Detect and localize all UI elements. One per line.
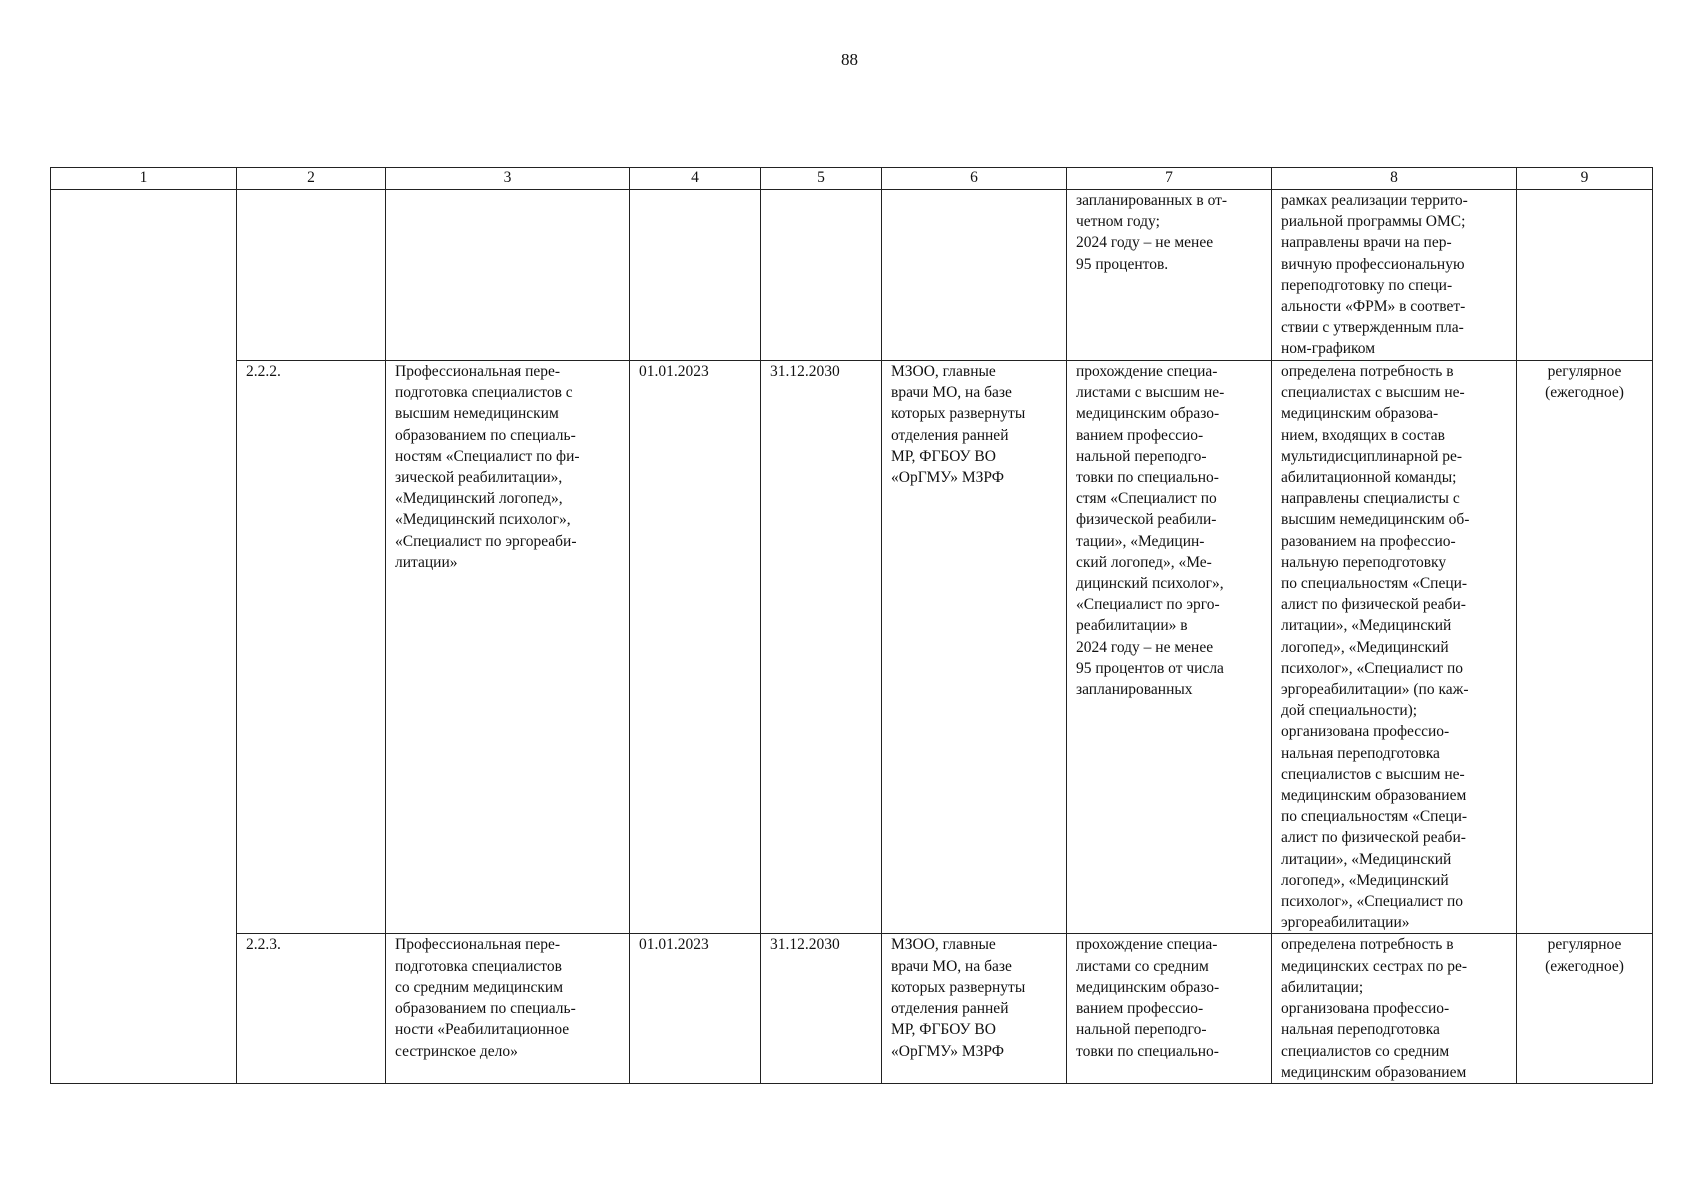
text-line: «Специалист по эргореаби- <box>395 532 577 550</box>
text-line: алист по физической реаби- <box>1281 596 1466 614</box>
text-line: нальной переподго- <box>1076 447 1207 465</box>
header-col-2: 2 <box>237 168 386 190</box>
text-line: МР, ФГБОУ ВО <box>891 447 996 465</box>
text-line: организована профессио- <box>1281 1000 1450 1018</box>
cell-section <box>51 190 237 1084</box>
text-line: направлены специалисты с <box>1281 490 1460 508</box>
header-col-9: 9 <box>1517 168 1653 190</box>
text-line: нальную переподготовку <box>1281 553 1447 571</box>
cell-indicator <box>1067 190 1272 361</box>
cell-number: 2.2.3. <box>237 934 386 1083</box>
text-line: вичную профессиональную <box>1281 255 1465 273</box>
text-line: психолог», «Специалист по <box>1281 893 1463 911</box>
header-col-5: 5 <box>761 168 882 190</box>
text-line: высшим немедицинским об- <box>1281 511 1470 529</box>
text-line: «ОрГМУ» МЗРФ <box>891 1042 1005 1060</box>
table-row <box>51 934 1653 1083</box>
cell-result <box>1272 190 1517 361</box>
text-line: организована профессио- <box>1281 723 1450 741</box>
text-line: дой специальности); <box>1281 702 1418 720</box>
text-line: отделения ранней <box>891 1000 1009 1018</box>
text-line: «Медицинский психолог», <box>395 511 571 529</box>
text-line: МЗОО, главные <box>891 936 996 954</box>
text-line: запланированных <box>1076 681 1193 699</box>
text-line: абилитации; <box>1281 978 1364 996</box>
text-line: ванием профессио- <box>1076 1000 1204 1018</box>
header-row <box>51 168 1653 190</box>
text-line: нальная переподготовка <box>1281 1021 1440 1039</box>
text-line: медицинских сестрах по ре- <box>1281 957 1468 975</box>
text-line: ном-графиком <box>1281 340 1376 358</box>
cell-responsible <box>882 190 1067 361</box>
text-line: определена потребность в <box>1281 363 1454 380</box>
text-line: прохождение специа- <box>1076 936 1218 954</box>
text-line: 2024 году – не менее <box>1076 234 1214 252</box>
text-line: риальной программы ОМС; <box>1281 213 1466 231</box>
text-line: товки по специально- <box>1076 1042 1219 1060</box>
text-line: стям «Специалист по <box>1076 490 1217 508</box>
text-line: листами со средним <box>1076 957 1209 975</box>
text-line: врачи МО, на базе <box>891 384 1012 402</box>
text-line: ванием профессио- <box>1076 426 1204 444</box>
header-col-1: 1 <box>51 168 237 190</box>
text-line: образованием по специаль- <box>395 426 576 444</box>
text-line: 2024 году – не менее <box>1076 638 1214 656</box>
cell-result <box>1272 934 1517 1083</box>
text-line: специалистов с высшим не- <box>1281 765 1465 783</box>
text-line: ствии с утвержденным пла- <box>1281 319 1464 337</box>
text-line: рамках реализации террито- <box>1281 192 1468 209</box>
text-line: «Медицинский логопед», <box>395 490 563 508</box>
cell-periodicity <box>1517 190 1653 361</box>
text-line: зической реабилитации», <box>395 469 563 487</box>
text-line: абилитационной команды; <box>1281 469 1457 487</box>
text-line: ности «Реабилитационное <box>395 1021 570 1039</box>
text-line: со средним медицинским <box>395 978 564 996</box>
text-line: которых развернуты <box>891 405 1026 423</box>
text-line: медицинским образо- <box>1076 978 1220 996</box>
cell-start-date: 01.01.2023 <box>630 361 761 934</box>
text-line: эргореабилитации» <box>1281 914 1410 932</box>
text-line: прохождение специа- <box>1076 363 1218 380</box>
text-line: запланированных в от- <box>1076 192 1228 209</box>
text-line: литации» <box>395 553 458 571</box>
text-line: тации», «Медицин- <box>1076 532 1205 550</box>
text-line: реабилитации» в <box>1076 617 1188 635</box>
text-line: товки по специально- <box>1076 469 1219 487</box>
text-line: образованием по специаль- <box>395 1000 576 1018</box>
cell-number <box>237 190 386 361</box>
text-line: алист по физической реаби- <box>1281 829 1466 847</box>
text-line: переподготовку по специ- <box>1281 276 1453 294</box>
text-line: медицинским образованием <box>1281 787 1467 805</box>
text-line: Профессиональная пере- <box>395 363 561 380</box>
text-line: ский логопед», «Ме- <box>1076 553 1212 571</box>
text-line: психолог», «Специалист по <box>1281 659 1463 677</box>
cell-end-date: 31.12.2030 <box>761 934 882 1083</box>
text-line: разованием на профессио- <box>1281 532 1456 550</box>
text-line: МР, ФГБОУ ВО <box>891 1021 996 1039</box>
text-line: МЗОО, главные <box>891 363 996 380</box>
text-line: подготовка специалистов <box>395 957 562 975</box>
header-col-4: 4 <box>630 168 761 190</box>
text-line: литации», «Медицинский <box>1281 617 1452 635</box>
header-col-6: 6 <box>882 168 1067 190</box>
text-line: подготовка специалистов с <box>395 384 573 402</box>
cell-end-date: 31.12.2030 <box>761 361 882 934</box>
text-line: специалистов со средним <box>1281 1042 1450 1060</box>
text-line: специалистах с высшим не- <box>1281 384 1465 402</box>
cell-measure-name <box>386 190 630 361</box>
table-row <box>51 361 1653 934</box>
text-line: сестринское дело» <box>395 1042 518 1060</box>
text-line: эргореабилитации» (по каж- <box>1281 681 1469 699</box>
measures-table <box>50 167 1653 1084</box>
text-line: определена потребность в <box>1281 936 1454 954</box>
text-line: 95 процентов от числа <box>1076 659 1224 677</box>
text-line: по специальностям «Специ- <box>1281 808 1468 826</box>
cell-indicator <box>1067 934 1272 1083</box>
text-line: медицинским образо- <box>1076 405 1220 423</box>
text-line: «ОрГМУ» МЗРФ <box>891 469 1005 487</box>
cell-indicator <box>1067 361 1272 934</box>
text-line: медицинским образованием <box>1281 1063 1467 1081</box>
cell-responsible <box>882 934 1067 1083</box>
text-line: врачи МО, на базе <box>891 957 1012 975</box>
text-line: альности «ФРМ» в соответ- <box>1281 298 1466 316</box>
text-line: отделения ранней <box>891 426 1009 444</box>
text-line: регулярное <box>1547 363 1622 380</box>
header-col-8: 8 <box>1272 168 1517 190</box>
text-line: направлены врачи на пер- <box>1281 234 1452 252</box>
header-col-7: 7 <box>1067 168 1272 190</box>
cell-periodicity <box>1517 361 1653 934</box>
text-line: ностям «Специалист по фи- <box>395 447 580 465</box>
table-row <box>51 190 1653 361</box>
cell-start-date <box>630 190 761 361</box>
text-line: по специальностям «Специ- <box>1281 575 1468 593</box>
header-col-3: 3 <box>386 168 630 190</box>
text-line: литации», «Медицинский <box>1281 850 1452 868</box>
text-line: регулярное <box>1547 936 1622 954</box>
cell-measure-name <box>386 361 630 934</box>
text-line: мультидисциплинарной ре- <box>1281 447 1463 465</box>
cell-responsible <box>882 361 1067 934</box>
cell-result <box>1272 361 1517 934</box>
text-line: дицинский психолог», <box>1076 575 1224 593</box>
text-line: нальная переподготовка <box>1281 744 1440 762</box>
cell-measure-name <box>386 934 630 1083</box>
text-line: физической реабили- <box>1076 511 1217 529</box>
cell-end-date <box>761 190 882 361</box>
text-line: четном году; <box>1076 213 1160 231</box>
cell-start-date: 01.01.2023 <box>630 934 761 1083</box>
text-line: нием, входящих в состав <box>1281 426 1445 444</box>
text-line: «Специалист по эрго- <box>1076 596 1220 614</box>
cell-periodicity <box>1517 934 1653 1083</box>
text-line: высшим немедицинским <box>395 405 559 423</box>
page-number: 88 <box>841 50 858 69</box>
text-line: листами с высшим не- <box>1076 384 1225 402</box>
text-line: логопед», «Медицинский <box>1281 638 1449 656</box>
text-line: Профессиональная пере- <box>395 936 561 954</box>
text-line: (ежегодное) <box>1545 384 1624 402</box>
cell-number: 2.2.2. <box>237 361 386 934</box>
text-line: (ежегодное) <box>1545 957 1624 975</box>
text-line: медицинским образова- <box>1281 405 1439 423</box>
text-line: которых развернуты <box>891 978 1026 996</box>
text-line: 95 процентов. <box>1076 255 1169 273</box>
text-line: нальной переподго- <box>1076 1021 1207 1039</box>
text-line: логопед», «Медицинский <box>1281 871 1449 889</box>
